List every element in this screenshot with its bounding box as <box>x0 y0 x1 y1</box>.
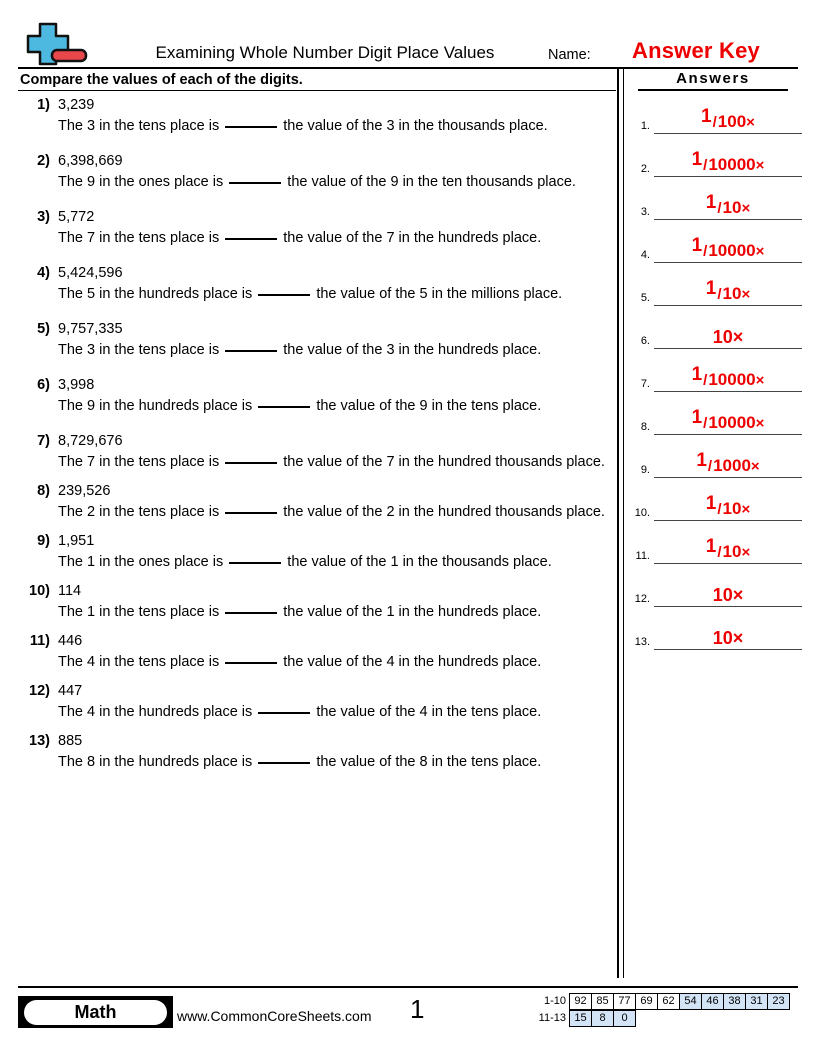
answer-numerator: 1 <box>705 493 717 514</box>
question-number: 4) <box>37 265 50 281</box>
score-grid-cell: 77 <box>613 993 636 1010</box>
answer-numerator: 1 <box>696 450 707 471</box>
answer-blank[interactable] <box>225 115 277 128</box>
question-item <box>18 582 614 632</box>
answer-denominator: 10 <box>722 499 742 518</box>
answer-value: 10× <box>712 327 744 347</box>
question-number-value: 446 <box>58 633 83 649</box>
answer-index: 6. <box>640 335 650 347</box>
answer-denominator: 10000 <box>708 370 756 389</box>
answer-blank[interactable] <box>225 651 277 664</box>
question-number: 8) <box>37 483 50 499</box>
answer-fraction-slash: / <box>717 286 722 303</box>
question-number-value: 447 <box>58 683 83 699</box>
answer-index: 9. <box>640 464 650 476</box>
question-item <box>18 264 614 320</box>
answer-fraction-slash: / <box>712 114 717 131</box>
answer-row <box>628 220 803 263</box>
answer-denominator: 10 <box>722 542 742 561</box>
question-statement <box>58 551 614 572</box>
question-statement <box>58 283 614 304</box>
question-body <box>58 532 614 572</box>
answer-blank[interactable] <box>229 171 281 184</box>
answer-row <box>628 435 803 478</box>
answer-value <box>654 494 802 519</box>
answer-blank[interactable] <box>225 501 277 514</box>
answer-times-symbol: × <box>755 415 765 432</box>
answer-numerator: 1 <box>691 407 703 428</box>
statement-suffix: the value of the 8 in the tens place. <box>312 754 542 770</box>
score-grid-cell: 31 <box>745 993 768 1010</box>
answer-index: 7. <box>640 378 650 390</box>
answer-row <box>628 306 803 349</box>
score-grid-row <box>528 993 790 1010</box>
answer-fraction-slash: / <box>703 415 708 432</box>
answer-index: 8. <box>640 421 650 433</box>
question-number-value: 885 <box>58 733 83 749</box>
answer-row <box>628 177 803 220</box>
answer-row <box>628 607 803 650</box>
answer-index: 4. <box>640 249 650 261</box>
answer-fraction-slash: / <box>717 200 722 217</box>
question-body <box>58 732 614 772</box>
score-grid-row-label: 11-13 <box>538 1012 566 1024</box>
answer-write-line <box>654 649 802 650</box>
question-item <box>18 682 614 732</box>
answer-blank[interactable] <box>225 227 277 240</box>
score-grid <box>528 993 790 1027</box>
statement-prefix: The 7 in the tens place is <box>58 454 224 470</box>
answer-value <box>654 451 802 476</box>
question-item <box>18 482 614 532</box>
question-statement <box>58 339 614 360</box>
question-number: 11) <box>29 633 50 649</box>
instructions-text: Compare the values of each of the digits. <box>20 72 303 88</box>
question-statement <box>58 751 614 772</box>
question-number-value: 9,757,335 <box>58 321 123 337</box>
answer-denominator: 1000 <box>713 456 751 475</box>
question-number: 10) <box>29 583 50 599</box>
statement-suffix: the value of the 9 in the ten thousands place. <box>283 174 576 190</box>
question-number-value: 3,239 <box>58 97 95 113</box>
question-item <box>18 208 614 264</box>
answer-blank[interactable] <box>225 339 277 352</box>
answer-blank[interactable] <box>258 283 310 296</box>
question-statement <box>58 227 614 248</box>
answers-heading: Answers <box>638 70 788 91</box>
answer-times-symbol: × <box>741 286 751 303</box>
answer-blank[interactable] <box>225 451 277 464</box>
question-item <box>18 376 614 432</box>
answer-numerator: 1 <box>705 192 717 213</box>
answer-numerator: 1 <box>705 536 717 557</box>
statement-prefix: The 4 in the tens place is <box>58 654 224 670</box>
question-item <box>18 96 614 152</box>
page-number: 1 <box>410 994 425 1024</box>
score-grid-cell: 62 <box>657 993 680 1010</box>
answer-row <box>628 134 803 177</box>
answer-denominator: 10000 <box>708 413 756 432</box>
question-item <box>18 320 614 376</box>
score-grid-cell: 8 <box>591 1010 614 1027</box>
answer-index: 12. <box>634 593 650 605</box>
statement-suffix: the value of the 5 in the millions place. <box>312 286 563 302</box>
score-grid-cell: 69 <box>635 993 658 1010</box>
score-grid-cell: 15 <box>569 1010 592 1027</box>
answer-index: 10. <box>634 507 650 519</box>
answer-row <box>628 521 803 564</box>
answer-value <box>654 537 802 562</box>
question-number: 1) <box>37 97 50 113</box>
question-statement <box>58 451 614 472</box>
answer-blank[interactable] <box>229 551 281 564</box>
answer-row <box>628 564 803 607</box>
question-item <box>18 632 614 682</box>
answer-row <box>628 478 803 521</box>
question-body <box>58 96 614 136</box>
score-grid-cell: 46 <box>701 993 724 1010</box>
question-body <box>58 376 614 416</box>
instructions-divider-rule <box>18 90 616 91</box>
answer-times-symbol: × <box>750 458 760 475</box>
answer-denominator: 10 <box>722 198 742 217</box>
question-body <box>58 320 614 360</box>
question-body <box>58 582 614 622</box>
answer-times-symbol: × <box>755 372 765 389</box>
score-grid-cell: 92 <box>569 993 592 1010</box>
score-grid-cell: 23 <box>767 993 790 1010</box>
question-body <box>58 152 614 192</box>
question-body <box>58 264 614 304</box>
statement-suffix: the value of the 4 in the hundreds place. <box>279 654 542 670</box>
answer-numerator: 1 <box>691 235 703 256</box>
score-grid-cell: 85 <box>591 993 614 1010</box>
answer-row <box>628 349 803 392</box>
question-number-value: 239,526 <box>58 483 111 499</box>
site-url-text: www.CommonCoreSheets.com <box>177 1008 372 1024</box>
question-statement <box>58 115 614 136</box>
answer-value <box>654 365 802 390</box>
answer-fraction-slash: / <box>703 372 708 389</box>
answer-numerator: 1 <box>691 364 703 385</box>
answer-numerator: 1 <box>705 278 717 299</box>
answer-blank[interactable] <box>258 751 310 764</box>
statement-prefix: The 1 in the tens place is <box>58 604 224 620</box>
footer-divider-rule <box>18 986 798 988</box>
question-body <box>58 482 614 522</box>
statement-suffix: the value of the 7 in the hundred thousands place. <box>279 454 605 470</box>
question-number-value: 5,772 <box>58 209 95 225</box>
statement-prefix: The 8 in the hundreds place is <box>58 754 257 770</box>
page-header <box>0 0 816 70</box>
answer-value <box>654 408 802 433</box>
answer-times-symbol: × <box>741 200 751 217</box>
statement-prefix: The 9 in the hundreds place is <box>58 398 257 414</box>
answer-times-symbol: × <box>755 243 765 260</box>
column-divider-outer <box>617 68 619 978</box>
question-number: 12) <box>29 683 50 699</box>
subject-badge <box>18 996 173 1028</box>
answer-row <box>628 263 803 306</box>
answer-fraction-slash: / <box>717 544 722 561</box>
answer-index: 1. <box>640 120 650 132</box>
statement-prefix: The 3 in the tens place is <box>58 342 224 358</box>
question-number: 7) <box>37 433 50 449</box>
answer-fraction-slash: / <box>703 157 708 174</box>
question-statement <box>58 701 614 722</box>
answer-times-symbol: × <box>755 157 765 174</box>
column-divider-inner <box>623 68 624 978</box>
statement-suffix: the value of the 4 in the tens place. <box>312 704 542 720</box>
answer-value <box>654 193 802 218</box>
question-number-value: 8,729,676 <box>58 433 123 449</box>
question-body <box>58 208 614 248</box>
answer-numerator: 1 <box>701 106 712 127</box>
statement-suffix: the value of the 3 in the thousands place. <box>279 118 548 134</box>
answer-index: 2. <box>640 163 650 175</box>
question-number-value: 3,998 <box>58 377 95 393</box>
questions-list <box>18 96 614 782</box>
score-grid-cell: 54 <box>679 993 702 1010</box>
statement-prefix: The 2 in the tens place is <box>58 504 224 520</box>
question-body <box>58 632 614 672</box>
question-statement <box>58 501 614 522</box>
statement-suffix: the value of the 3 in the hundreds place. <box>279 342 542 358</box>
statement-prefix: The 1 in the ones place is <box>58 554 228 570</box>
answer-numerator: 1 <box>691 149 703 170</box>
score-grid-row-label: 1-10 <box>543 995 566 1007</box>
answer-value <box>654 150 802 175</box>
answer-fraction-slash: / <box>717 501 722 518</box>
question-number-value: 6,398,669 <box>58 153 123 169</box>
answer-times-symbol: × <box>746 114 755 131</box>
answer-fraction-slash: / <box>703 243 708 260</box>
statement-prefix: The 9 in the ones place is <box>58 174 228 190</box>
answer-denominator: 10000 <box>708 155 756 174</box>
answer-row <box>628 91 803 134</box>
answer-value <box>654 279 802 304</box>
answer-value: 10× <box>712 585 744 605</box>
answer-denominator: 100 <box>717 112 747 131</box>
question-body <box>58 682 614 722</box>
answer-blank[interactable] <box>258 701 310 714</box>
statement-suffix: the value of the 9 in the tens place. <box>312 398 542 414</box>
question-number: 9) <box>37 533 50 549</box>
question-number: 6) <box>37 377 50 393</box>
subject-badge-label: Math <box>24 1000 167 1025</box>
question-statement <box>58 395 614 416</box>
answer-key-badge: Answer Key <box>632 38 760 63</box>
question-number: 13) <box>29 733 50 749</box>
name-label: Name: <box>548 47 591 63</box>
answer-blank[interactable] <box>225 601 277 614</box>
statement-prefix: The 3 in the tens place is <box>58 118 224 134</box>
plus-minus-logo-icon <box>18 20 98 68</box>
answer-fraction-slash: / <box>707 458 713 475</box>
answers-panel <box>628 70 803 650</box>
answer-times-symbol: × <box>741 501 751 518</box>
statement-prefix: The 4 in the hundreds place is <box>58 704 257 720</box>
question-item <box>18 432 614 482</box>
answer-index: 13. <box>634 636 650 648</box>
question-number-value: 1,951 <box>58 533 95 549</box>
answer-value: 10× <box>712 628 744 648</box>
question-body <box>58 432 614 472</box>
header-divider-rule <box>18 67 798 69</box>
answer-times-symbol: × <box>741 544 751 561</box>
answer-row <box>628 392 803 435</box>
answer-blank[interactable] <box>258 395 310 408</box>
answer-index: 5. <box>640 292 650 304</box>
statement-prefix: The 5 in the hundreds place is <box>58 286 257 302</box>
statement-suffix: the value of the 1 in the hundreds place. <box>279 604 542 620</box>
page-title: Examining Whole Number Digit Place Values <box>155 43 495 62</box>
answer-denominator: 10000 <box>708 241 756 260</box>
answer-value <box>654 107 802 132</box>
question-statement <box>58 601 614 622</box>
question-statement <box>58 171 614 192</box>
score-grid-row <box>528 1010 790 1027</box>
answer-index: 3. <box>640 206 650 218</box>
question-item <box>18 532 614 582</box>
score-grid-cell: 0 <box>613 1010 636 1027</box>
question-number: 3) <box>37 209 50 225</box>
statement-prefix: The 7 in the tens place is <box>58 230 224 246</box>
answer-value <box>654 236 802 261</box>
question-number: 5) <box>37 321 50 337</box>
question-number-value: 114 <box>58 583 82 599</box>
question-statement <box>58 651 614 672</box>
question-item <box>18 152 614 208</box>
statement-suffix: the value of the 7 in the hundreds place. <box>279 230 542 246</box>
answer-index: 11. <box>635 550 650 562</box>
score-grid-cell: 38 <box>723 993 746 1010</box>
question-item <box>18 732 614 782</box>
answer-denominator: 10 <box>722 284 742 303</box>
question-number: 2) <box>37 153 50 169</box>
statement-suffix: the value of the 1 in the thousands place. <box>283 554 552 570</box>
question-number-value: 5,424,596 <box>58 265 123 281</box>
answers-list <box>628 91 803 650</box>
statement-suffix: the value of the 2 in the hundred thousands place. <box>279 504 605 520</box>
